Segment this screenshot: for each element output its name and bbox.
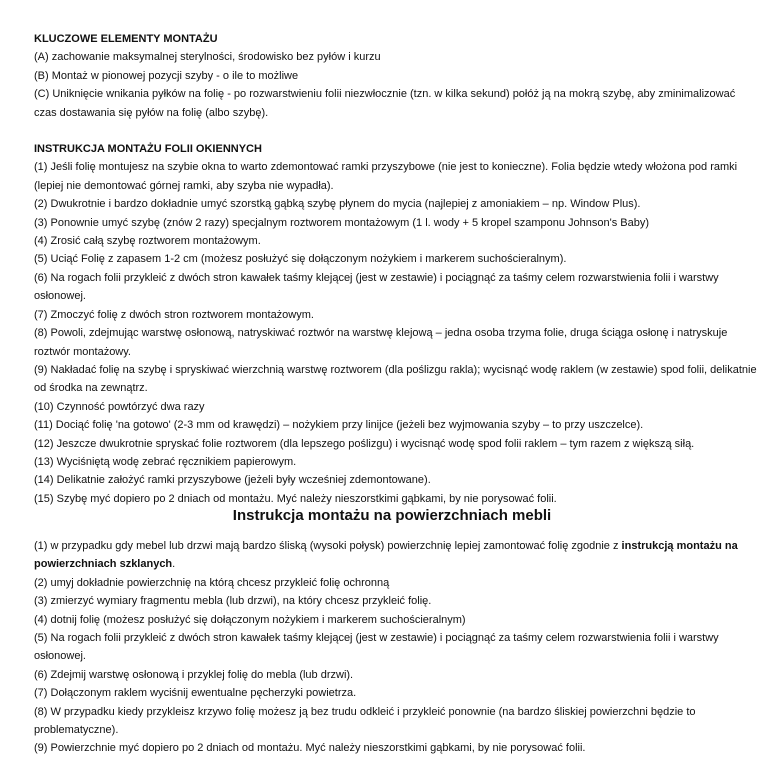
furniture-step-1-end: .: [172, 558, 176, 571]
furniture-step-8: (8) W przypadku kiedy przykleisz krzywo folię możesz ją bez trudu odkleić i przykleić ponownie (na bardzo śliskiej powierzchni będzie to problematyczne).: [34, 705, 696, 737]
window-step-9: (9) Nakładać folię na szybę i spryskiwać wierzchnią warstwę roztworem (dla poślizgu rakla); wycisnąć wodę raklem (w zestawie) spod folii, delikatnie od środka na zewnątrz.: [34, 363, 757, 395]
furniture-step-9: (9) Powierzchnie myć dopiero po 2 dniach od montażu. Myć należy nieszorstkimi gąbkami, by nie porysować folii.: [34, 742, 586, 755]
furniture-instructions: [34, 537, 758, 758]
window-step-13: (13) Wyciśniętą wodę zebrać ręcznikiem papierowym.: [34, 455, 297, 468]
key-elements-heading: KLUCZOWE ELEMENTY MONTAŻU: [34, 33, 218, 45]
furniture-step-1-text: (1) w przypadku gdy mebel lub drzwi mają bardzo śliską (wysoki połysk) powierzchnię lepiej zamontować folię zgodnie z: [34, 540, 622, 552]
installation-text: [34, 30, 758, 508]
furniture-step-3: (3) zmierzyć wymiary fragmentu mebla (lub drzwi), na który chcesz przykleić folię.: [34, 595, 432, 608]
window-step-6: (6) Na rogach folii przykleić z dwóch stron kawałek taśmy klejącej (jest w zestawie) i pociągnąć za taśmy celem rozwarstwienia folii i warstwy osłonowej.: [34, 271, 719, 303]
window-step-8: (8) Powoli, zdejmując warstwę osłonową, natryskiwać roztwór na warstwę klejową – jedna osoba trzyma folie, druga ściąga osłonę i natryskuje roztwór montażowy.: [34, 327, 728, 358]
furniture-section-title: Instrukcja montażu na powierzchniach mebli: [232, 507, 552, 524]
furniture-step-2: (2) umyj dokładnie powierzchnię na którą chcesz przykleić folię ochronną: [34, 576, 390, 589]
window-step-10: (10) Czynność powtórzyć dwa razy: [34, 400, 205, 413]
window-step-12: (12) Jeszcze dwukrotnie spryskać folie roztworem (dla lepszego poślizgu) i wycisnąć wodę spod folii raklem – tym razem z większą siłą.: [34, 437, 695, 450]
window-step-7: (7) Zmoczyć folię z dwóch stron roztworem montażowym.: [34, 308, 314, 321]
key-element-a: (A) zachowanie maksymalnej sterylności, środowisko bez pyłów i kurzu: [34, 51, 381, 64]
window-step-1: (1) Jeśli folię montujesz na szybie okna to warto zdemontować ramki przyszybowe (nie jest to konieczne). Folia będzie wtedy włożona pod ramki (lepiej nie demontować górnej ramki, aby szyba nie wypadła).: [34, 161, 738, 192]
window-step-4: (4) Zrosić całą szybę roztworem montażowym.: [34, 235, 261, 248]
window-step-11: (11) Dociąć folię 'na gotowo' (2-3 mm od krawędzi) – nożykiem przy linijce (jeżeli bez wyjmowania szyby – to przy uszczelce).: [34, 419, 644, 432]
furniture-step-5: (5) Na rogach folii przykleić z dwóch stron kawałek taśmy klejącej (jest w zestawie) i pociągnąć za taśmy celem rozwarstwienia folii i warstwy osłonowej.: [34, 632, 719, 663]
furniture-step-4: (4) dotnij folię (możesz posłużyć się dołączonym nożykiem i markerem suchościeralnym): [34, 613, 466, 626]
window-step-5: (5) Uciąć Folię z zapasem 1-2 cm (możesz posłużyć się dołączonym nożykiem i markerem suchościeralnym).: [34, 253, 567, 266]
key-element-b: (B) Montaż w pionowej pozycji szyby - o ile to możliwe: [34, 69, 299, 82]
furniture-step-6: (6) Zdejmij warstwę osłonową i przyklej folię do mebla (lub drzwi).: [34, 668, 354, 681]
window-step-3: (3) Ponownie umyć szybę (znów 2 razy) specjalnym roztworem montażowym (1 l. wody + 5 kropel szamponu Johnson's Baby): [34, 216, 649, 229]
window-step-14: (14) Delikatnie założyć ramki przyszybowe (jeżeli były wcześniej zdemontowane).: [34, 474, 431, 487]
window-film-heading: INSTRUKCJA MONTAŻU FOLII OKIENNYCH: [34, 143, 262, 156]
furniture-step-7: (7) Dołączonym raklem wyciśnij ewentualne pęcherzyki powietrza.: [34, 687, 357, 700]
furniture-step-1: [34, 537, 758, 574]
window-step-15: (15) Szybę myć dopiero po 2 dniach od montażu. Myć należy nieszorstkimi gąbkami, by nie porysować folii.: [34, 492, 557, 505]
key-element-c: (C) Uniknięcie wnikania pyłków na folię - po rozwarstwieniu folii niezwłocznie (tzn. w kilka sekund) połóż ją na mokrą szybę, aby zminimalizować czas dostawania się pyłów na folię (albo szybę).: [34, 88, 736, 119]
window-step-2: (2) Dwukrotnie i bardzo dokładnie umyć szorstką gąbką szybę płynem do mycia (najlepiej z amoniakiem – np. Window Plus).: [34, 198, 641, 211]
spacer: [34, 122, 758, 140]
glass-instruction-reference: instrukcją montażu na powierzchniach szklanych: [34, 540, 738, 571]
